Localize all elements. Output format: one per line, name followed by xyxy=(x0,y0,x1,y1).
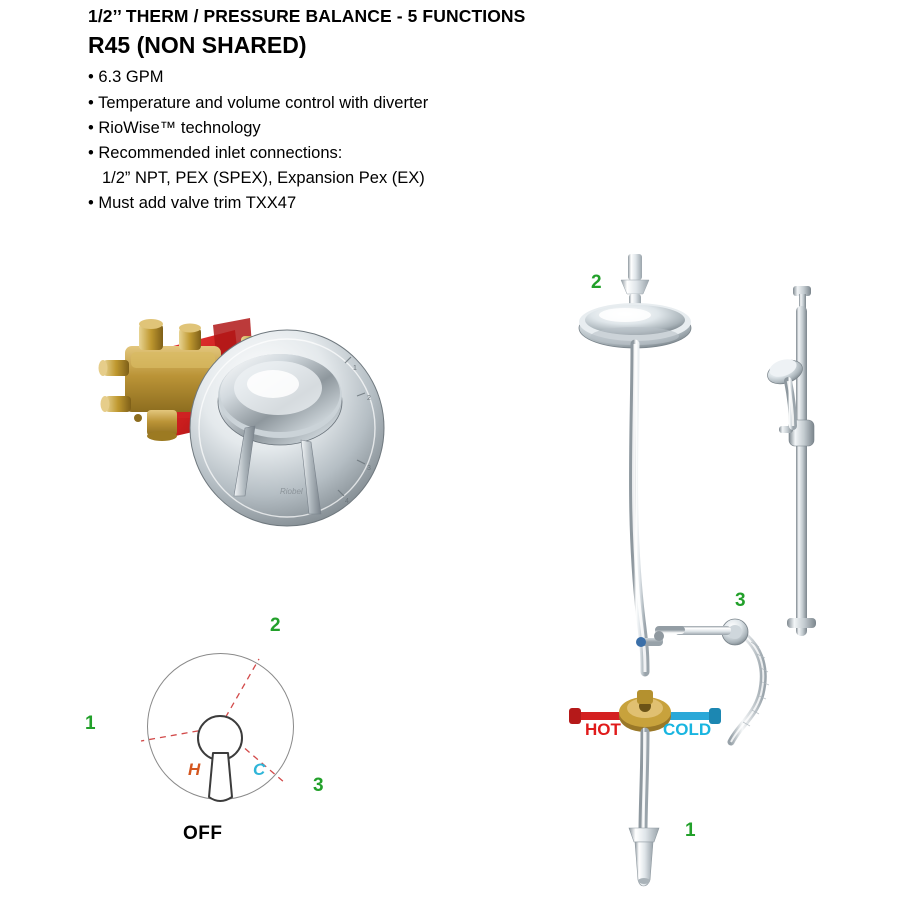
trim-control-knob xyxy=(218,354,342,445)
callout-dial-2: 2 xyxy=(270,615,281,636)
callout-dial-1: 1 xyxy=(85,713,96,734)
lower-riser-pipe xyxy=(643,732,645,832)
shower-system-illustration xyxy=(555,250,875,890)
callout-shower-2: 2 xyxy=(591,272,602,293)
wall-supply-elbow xyxy=(675,619,748,645)
valve-svg xyxy=(95,300,415,550)
dial-svg xyxy=(85,615,375,875)
spec-bullet: 1/2” NPT, PEX (SPEX), Expansion Pex (EX) xyxy=(102,168,425,187)
dial-off-label: OFF xyxy=(183,823,223,844)
dial-cold-letter: C xyxy=(253,760,266,779)
dial-hot-letter: H xyxy=(188,760,201,779)
valve-rough-in-illustration xyxy=(95,300,415,550)
callout-shower-1: 1 xyxy=(685,820,696,841)
hot-inlet-label: HOT xyxy=(585,720,621,739)
model-name: R45 (NON SHARED) xyxy=(88,31,307,58)
spec-bullet: • Must add valve trim TXX47 xyxy=(88,193,297,212)
tub-spout xyxy=(629,828,659,886)
slide-bar-assembly xyxy=(779,286,816,636)
svg-text:Riobel: Riobel xyxy=(280,487,303,496)
spec-bullet: • 6.3 GPM xyxy=(88,68,164,87)
svg-text:2: 2 xyxy=(367,395,371,402)
hand-shower-hose xyxy=(731,636,769,742)
svg-text:3: 3 xyxy=(367,465,371,472)
dial-function-diagram xyxy=(85,615,375,875)
rain-head-riser-pipe xyxy=(634,344,646,672)
callout-shower-3: 3 xyxy=(735,590,746,611)
page-title: 1/2’’ THERM / PRESSURE BALANCE - 5 FUNCTIONS xyxy=(88,6,526,26)
spec-block xyxy=(88,6,648,216)
shower-svg xyxy=(555,250,875,890)
svg-text:1: 1 xyxy=(353,365,357,372)
spec-bullet: • RioWise™ technology xyxy=(88,118,261,137)
cold-inlet-label: COLD xyxy=(663,720,712,739)
callout-dial-3: 3 xyxy=(313,775,324,796)
spec-bullet: • Recommended inlet connections: xyxy=(88,143,343,162)
spec-bullet: • Temperature and volume control with diverter xyxy=(88,93,429,112)
svg-text:4: 4 xyxy=(345,498,349,505)
dial-knob-shape xyxy=(198,716,242,801)
